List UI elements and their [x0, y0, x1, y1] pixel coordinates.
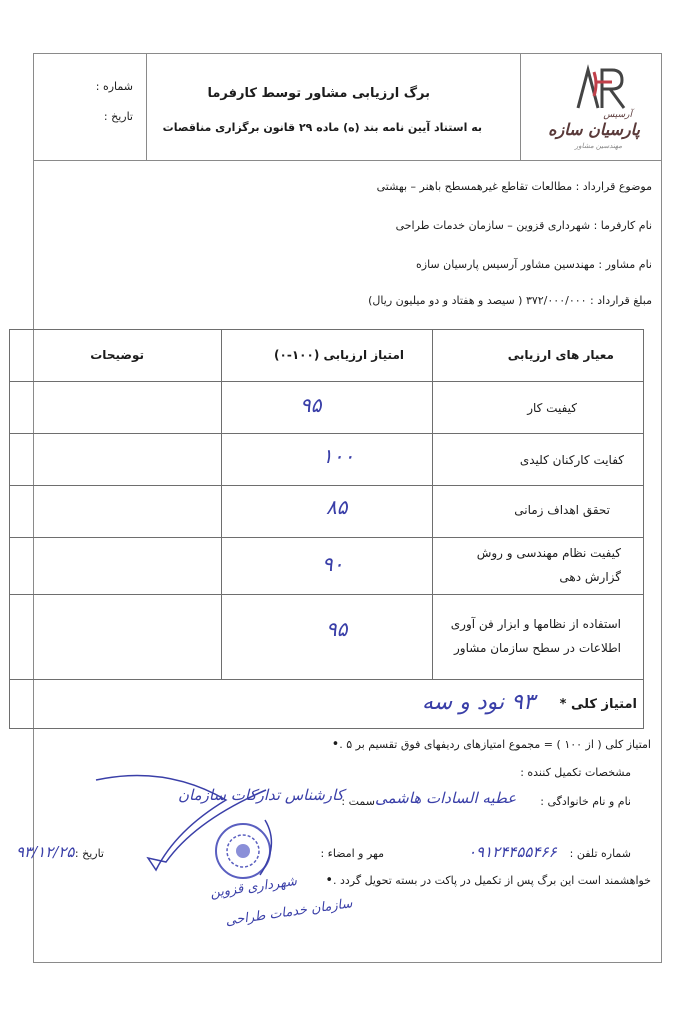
evaluation-table — [9, 329, 644, 729]
filler-name-label: نام و نام خانوادگی : — [540, 795, 631, 808]
row-score: ۸۵ — [326, 495, 348, 519]
header-divider — [33, 160, 662, 161]
table-col-line — [432, 329, 433, 679]
logo-name-small: آرسیس — [603, 110, 632, 120]
row-score: ۱۰۰ — [322, 444, 355, 468]
table-line — [9, 433, 644, 434]
table-line — [9, 537, 644, 538]
company-logo — [548, 62, 640, 154]
header-score: امتیاز ارزیابی (۱۰۰-۰) — [274, 348, 404, 362]
contract-subject: موضوع قرارداد : مطالعات تقاطع غیرهمسطح باهنر – بهشتی — [376, 180, 652, 193]
phone-value: ۰۹۱۲۴۴۵۵۴۶۶ — [468, 843, 557, 861]
row-criterion: کیفیت کار — [527, 401, 577, 415]
total-value: ۹۳ نود و سه — [422, 690, 535, 715]
row-criterion: کفایت کارکنان کلیدی — [519, 453, 624, 467]
row-score: ۹۰ — [322, 552, 344, 576]
header-notes: توضیحات — [90, 348, 144, 362]
date-footer-value: ۹۳/۱۲/۲۵ — [16, 843, 75, 861]
page-title: برگ ارزیابی مشاور توسط کارفرما — [207, 86, 430, 101]
page-subtitle: به استناد آیین نامه بند (ه) ماده ۲۹ قانون برگزاری مناقصات — [162, 121, 482, 134]
row-criterion: استفاده از نظامها و ابزار فن آوری اطلاعات در سطح سازمان مشاور — [450, 617, 621, 655]
logo-monogram-icon — [572, 62, 632, 112]
submission-request — [319, 873, 651, 888]
stamp-line-1: شهرداری قزوین — [209, 874, 298, 901]
total-label: امتیاز کلی * — [559, 697, 637, 712]
table-line — [9, 679, 644, 680]
date-label: تاریخ : — [103, 110, 133, 123]
consultant-name: نام مشاور : مهندسین مشاور آرسیس پارسیان سازه — [416, 258, 652, 271]
filler-title: مشخصات تکمیل کننده : — [520, 766, 631, 779]
number-label: شماره : — [95, 80, 133, 93]
logo-name-main: پارسیان سازه — [548, 120, 640, 139]
logo-tagline: مهندسین مشاور — [574, 142, 622, 150]
employer-name: نام کارفرما : شهرداری قزوین – سازمان خدمات طراحی — [395, 219, 652, 232]
stamp-line-2: سازمان خدمات طراحی — [224, 896, 354, 929]
bullet-icon: • — [331, 737, 340, 752]
bullet-icon: • — [325, 873, 333, 888]
table-line — [9, 381, 644, 382]
header-left-divider — [146, 53, 147, 161]
table-col-line — [221, 329, 222, 679]
header-criteria: معیار های ارزیابی — [507, 348, 614, 362]
row-score: ۹۵ — [300, 393, 322, 417]
date-footer-label: تاریخ : — [74, 847, 104, 860]
position-value: کارشناس تدارکات سازمان — [178, 786, 344, 804]
official-seal-icon — [205, 815, 285, 885]
table-line — [9, 594, 644, 595]
position-label: سمت : — [341, 795, 375, 808]
footnote-text: امتیاز کلی ( از ۱۰۰ ) = مجموع امتیازهای ردیفهای فوق تقسیم بر ۵ . — [339, 738, 651, 751]
seal-label: مهر و امضاء : — [320, 847, 384, 860]
total-formula-note — [326, 737, 651, 752]
contract-amount: مبلغ قرارداد : ۳۷۲/۰۰۰/۰۰۰ ( سیصد و هفتاد و دو میلیون ریال) — [368, 294, 652, 307]
header-right-divider — [520, 53, 521, 161]
phone-label: شماره تلفن : — [569, 847, 631, 860]
filler-name-value: عطیه السادات هاشمی — [375, 789, 517, 807]
table-line — [9, 485, 644, 486]
row-criterion: کیفیت نظام مهندسی و روش گزارش دهی — [476, 546, 621, 584]
row-score: ۹۵ — [326, 617, 348, 641]
request-text: خواهشمند است این برگ پس از تکمیل در پاکت در بسته تحویل گردد . — [332, 874, 651, 887]
row-criterion: تحقق اهداف زمانی — [514, 503, 610, 517]
